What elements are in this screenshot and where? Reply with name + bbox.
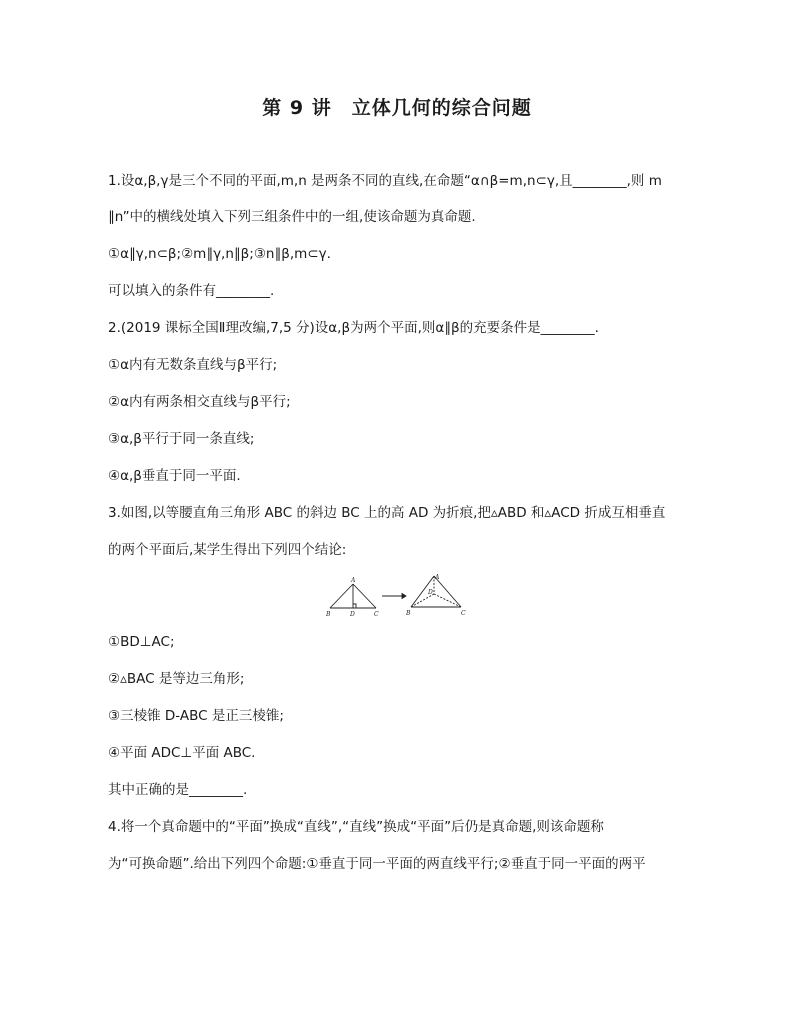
q3-stem-line2: 的两个平面后,某学生得出下列四个结论:: [108, 542, 347, 558]
q4-stem-line1: 4.将一个真命题中的“平面”换成“直线”,“直线”换成“平面”后仍是真命题,则该命题称: [108, 819, 604, 835]
q1-fill-blank: 可以填入的条件有________.: [108, 283, 275, 299]
q1-stem-line2: ∥n”中的横线处填入下列三组条件中的一组,使该命题为真命题.: [108, 209, 476, 225]
q3-figure-svg: [318, 572, 478, 620]
q3-option-3: ③三棱锥 D-ABC 是正三棱锥;: [108, 708, 284, 724]
right-label-d: D: [428, 589, 433, 596]
left-label-c: C: [374, 611, 379, 618]
q3-stem-line1: 3.如图,以等腰直角三角形 ABC 的斜边 BC 上的高 AD 为折痕,把▵ABD 和▵ACD 折成互相垂直: [108, 505, 666, 521]
left-triangle-side-ab: [330, 584, 353, 608]
q2-option-3: ③α,β平行于同一条直线;: [108, 431, 255, 447]
q2-option-1: ①α内有无数条直线与β平行;: [108, 357, 278, 373]
transform-arrow-icon: [382, 594, 406, 599]
left-label-b: B: [326, 611, 331, 618]
right-label-b: B: [406, 610, 411, 617]
tetra-edge-dc-hidden: [434, 594, 461, 607]
right-label-a: A: [435, 574, 440, 581]
q1-options: ①α∥γ,n⊂β;②m∥γ,n∥β;③n∥β,m⊂γ.: [108, 246, 331, 262]
figure-left-triangle: [330, 584, 376, 608]
q2-option-4: ④α,β垂直于同一平面.: [108, 468, 241, 484]
q3-fill-blank: 其中正确的是________.: [108, 782, 248, 798]
q3-folding-figure: [318, 572, 478, 620]
left-triangle-side-ac: [353, 584, 376, 608]
q2-stem: 2.(2019 课标全国Ⅱ理改编,7,5 分)设α,β为两个平面,则α∥β的充要条件是________.: [108, 320, 599, 336]
left-right-angle-mark: [353, 604, 356, 608]
q4-stem-line2: 为“可换命题”.给出下列四个命题:①垂直于同一平面的两直线平行;②垂直于同一平面的两平: [108, 856, 646, 872]
left-label-a: A: [351, 577, 356, 584]
q3-option-2: ②▵BAC 是等边三角形;: [108, 671, 245, 687]
page-title: 第 9 讲 立体几何的综合问题: [262, 97, 532, 119]
q1-stem-line1: 1.设α,β,γ是三个不同的平面,m,n 是两条不同的直线,在命题“α∩β=m,n⊂γ,且________,则 m: [108, 173, 662, 189]
q3-option-4: ④平面 ADC⊥平面 ABC.: [108, 745, 256, 761]
left-label-d: D: [350, 611, 355, 618]
right-label-c: C: [461, 610, 466, 617]
q2-option-2: ②α内有两条相交直线与β平行;: [108, 394, 291, 410]
q3-option-1: ①BD⊥AC;: [108, 634, 175, 650]
